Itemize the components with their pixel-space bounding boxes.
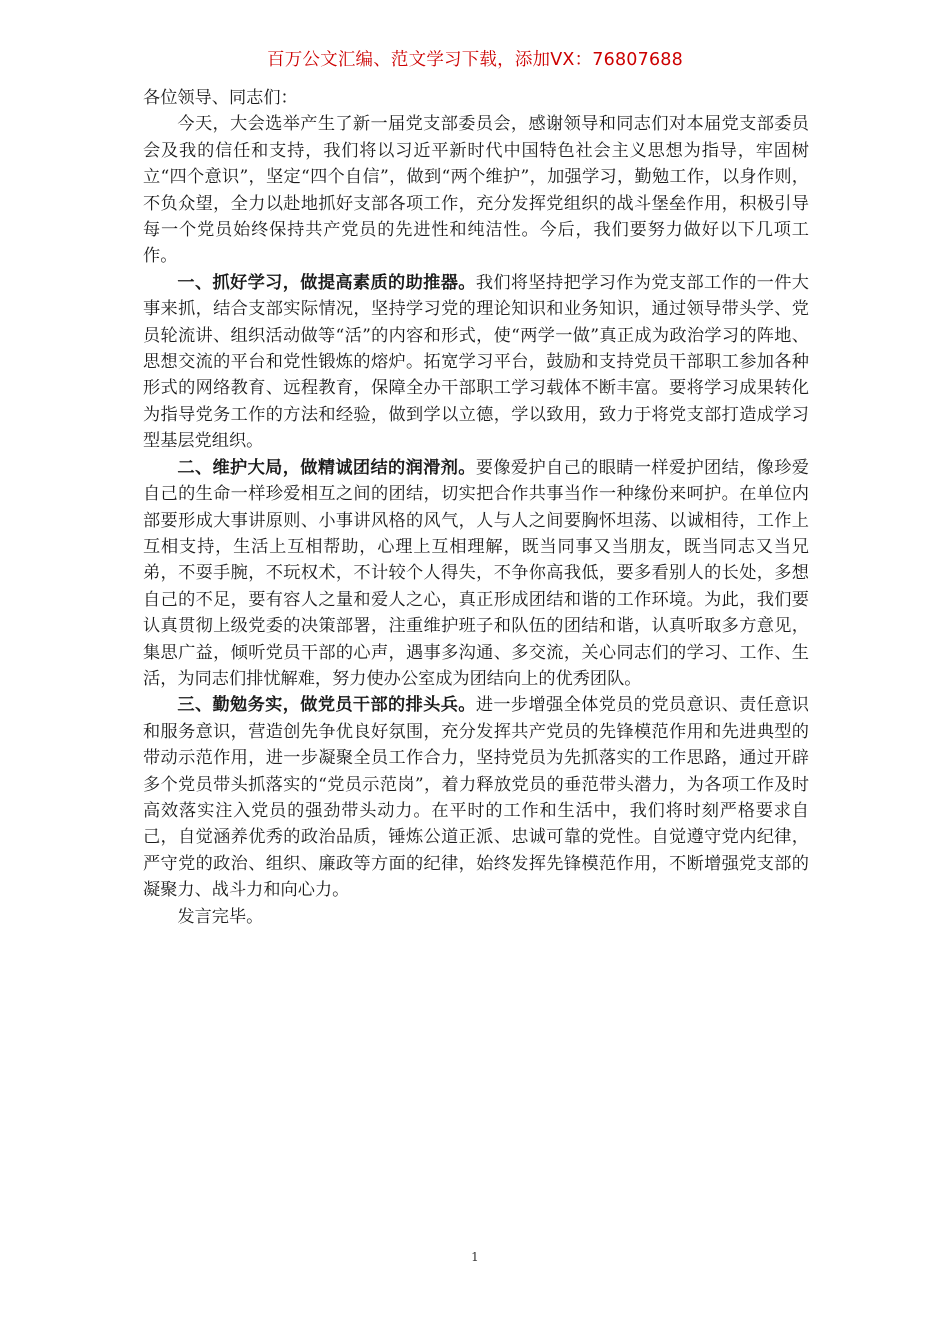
section-heading-3: 三、勤勉务实，做党员干部的排头兵。 [177,695,476,716]
section-heading-2: 二、维护大局，做精诚团结的润滑剂。 [177,457,476,478]
section-body-3: 进一步增强全体党员的党员意识、责任意识和服务意识，营造创先争优良好氛围，充分发挥共产党员的先锋模范作用和先进典型的带动示范作用，进一步凝聚全员工作合力，坚持党员为先抓落实的工作思路，通过开辟多个党员带头抓落实的“党员示范岗”，着力释放党员的垂范带头潜力，为各项工作及时高效落实注入党员的强劲带头动力。在平时的工作和生活中，我们将时刻严格要求自己，自觉涵养优秀的政治品质，锤炼公道正派、忠诚可靠的党性。自觉遵守党内纪律，严守党的政治、组织、廉政等方面的纪律，始终发挥先锋模范作用，不断增强党支部的凝聚力、战斗力和向心力。 [143,695,809,901]
section-paragraph-3 [143,692,809,903]
document-body [143,85,809,930]
section-body-1: 我们将坚持把学习作为党支部工作的一件大事来抓，结合支部实际情况，坚持学习党的理论知识和业务知识，通过领导带头学、党员轮流讲、组织活动做等“活”的内容和形式，使“两学一做”真正成为政治学习的阵地、思想交流的平台和党性锻炼的熔炉。拓宽学习平台，鼓励和支持党员干部职工参加各种形式的网络教育、远程教育，保障全办干部职工学习载体不断丰富。要将学习成果转化为指导党务工作的方法和经验，做到学以立德，学以致用，致力于将党支部打造成学习型基层党组织。 [143,272,809,452]
watermark-banner: 百万公文汇编、范文学习下载，添加VX：76807688 [267,50,683,70]
salutation: 各位领导、同志们： [143,88,298,108]
section-heading-1: 一、抓好学习，做提高素质的助推器。 [177,272,476,293]
closing-line: 发言完毕。 [177,906,264,927]
section-paragraph-1 [143,270,809,455]
section-body-2: 要像爱护自己的眼睛一样爱护团结，像珍爱自己的生命一样珍爱相互之间的团结，切实把合作共事当作一种缘份来呵护。在单位内部要形成大事讲原则、小事讲风格的风气，人与人之间要胸怀坦荡、以诚相待，工作上互相支持，生活上互相帮助，心理上互相理解，既当同事又当朋友，既当同志又当兄弟，不耍手腕，不玩权术，不计较个人得失，不争你高我低，要多看别人的长处，多想自己的不足，要有容人之量和爱人之心，真正形成团结和谐的工作环境。为此，我们要认真贯彻上级党委的决策部署，注重维护班子和队伍的团结和谐，认真听取多方意见，集思广益，倾听党员干部的心声，遇事多沟通、多交流，关心同志们的学习、工作、生活，为同志们排忧解难，努力使办公室成为团结向上的优秀团队。 [143,457,809,689]
section-paragraph-2 [143,455,809,693]
page-number: 1 [471,1250,479,1264]
intro-paragraph: 今天，大会选举产生了新一届党支部委员会，感谢领导和同志们对本届党支部委员会及我的信任和支持，我们将以习近平新时代中国特色社会主义思想为指导，牢固树立“四个意识”，坚定“四个自信”，做到“两个维护”，加强学习，勤勉工作，以身作则，不负众望，全力以赴地抓好支部各项工作，充分发挥党组织的战斗堡垒作用，积极引导每一个党员始终保持共产党员的先进性和纯洁性。今后，我们要努力做好以下几项工作。 [143,114,809,267]
